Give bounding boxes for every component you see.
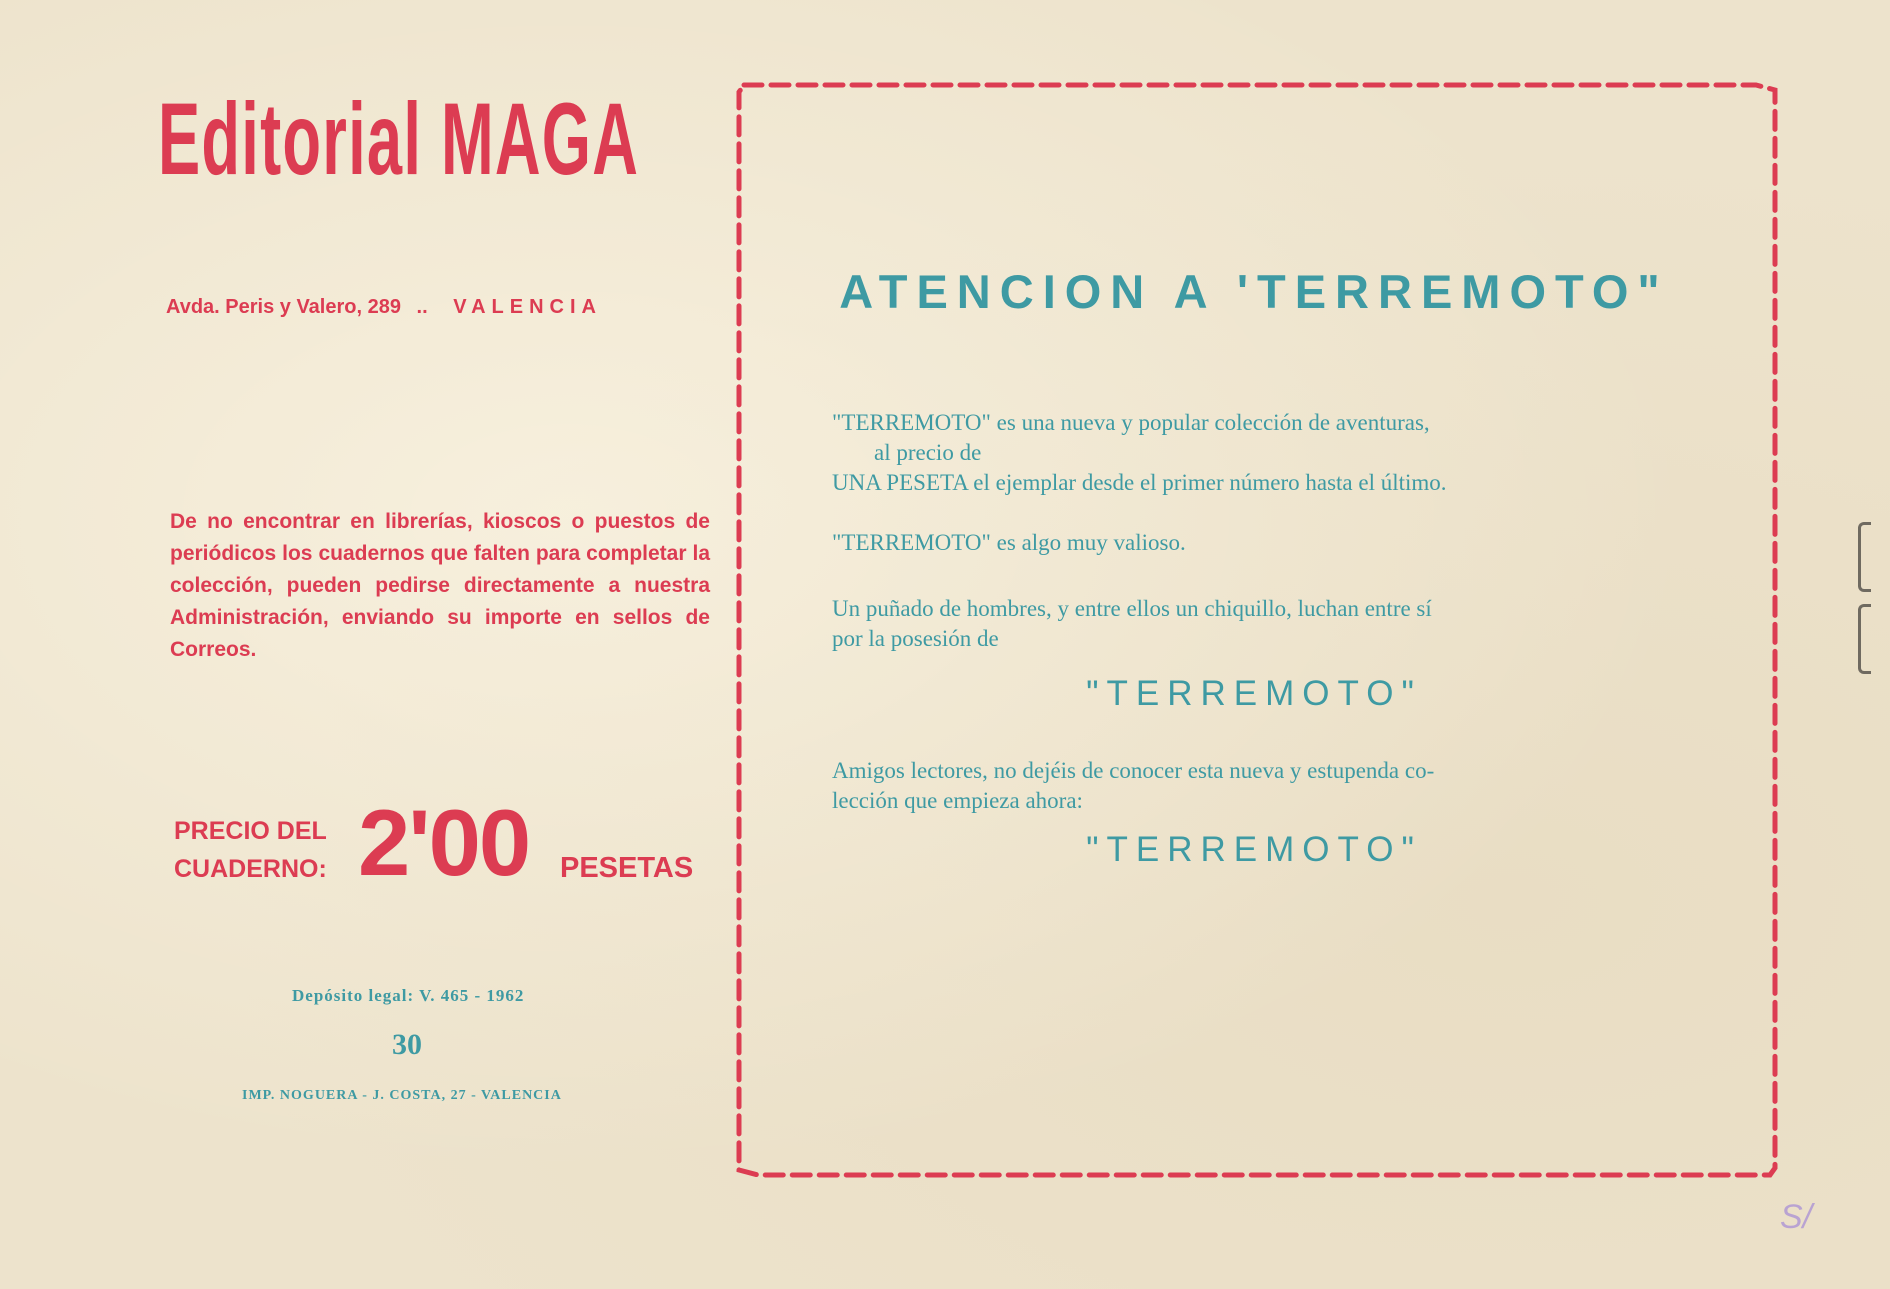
series-title-second: "TERREMOTO": [1086, 830, 1422, 869]
announcement-panel: [748, 96, 1760, 1166]
paragraph-plot-line2: por la posesión de: [832, 626, 999, 651]
price-value: 2'00: [358, 790, 530, 895]
page-number: 30: [392, 1028, 422, 1061]
address-separator: ..: [416, 296, 428, 318]
paragraph-invitation-line2: lección que empieza ahora:: [832, 788, 1083, 813]
address-city: VALENCIA: [453, 296, 602, 318]
address-street: Avda. Peris y Valero, 289: [166, 296, 401, 318]
paragraph-invitation: [832, 756, 1702, 816]
publisher-logo: Editorial MAGA: [158, 82, 640, 196]
legal-deposit: Depósito legal: V. 465 - 1962: [292, 986, 525, 1005]
order-notice: De no encontrar en librerías, kioscos o puestos de periódicos los cuadernos que falten para completar la colección, pueden pedirse directamente a nuestra Administración, enviando su importe en sellos de Correos.: [170, 510, 710, 661]
price-label-line2: CUADERNO:: [174, 855, 327, 883]
paragraph-plot: [832, 594, 1702, 654]
printer-credit: IMP. NOGUERA - J. COSTA, 27 - VALENCIA: [242, 1088, 562, 1103]
paragraph-collection-line3: UNA PESETA el ejemplar desde el primer número hasta el último.: [832, 470, 1447, 495]
paragraph-plot-line1: Un puñado de hombres, y entre ellos un chiquillo, luchan entre sí: [832, 596, 1432, 621]
series-title-first: "TERREMOTO": [1086, 674, 1422, 713]
paragraph-valuable: "TERREMOTO" es algo muy valioso.: [832, 530, 1186, 555]
price-unit: PESETAS: [560, 852, 694, 884]
staple-bottom: [1858, 604, 1871, 674]
price-label-line1: PRECIO DEL: [174, 817, 327, 845]
staple-top: [1858, 522, 1871, 592]
paragraph-invitation-line1: Amigos lectores, no dejéis de conocer esta nueva y estupenda co-: [832, 758, 1435, 783]
paragraph-collection-line1: "TERREMOTO" es una nueva y popular colección de aventuras,: [832, 410, 1430, 435]
paragraph-collection-line2: al precio de: [874, 440, 982, 465]
announcement-headline: ATENCION A 'TERREMOTO": [839, 265, 1669, 318]
paragraph-collection: [832, 408, 1702, 498]
corner-handwritten-mark: S/: [1780, 1198, 1813, 1236]
